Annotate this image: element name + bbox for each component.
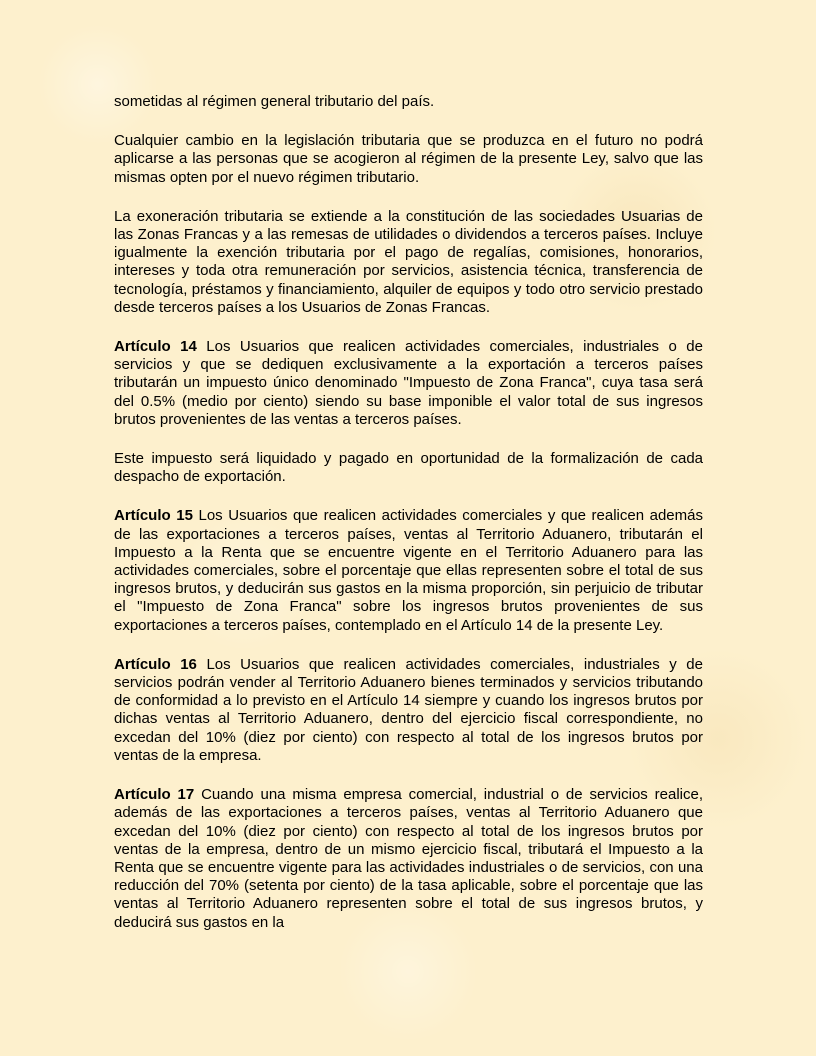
paragraph-text: Los Usuarios que realicen actividades comerciales, industriales o de servicios y que se dediquen exclusivamente a la exportación a terceros países tributarán un impuesto único denominado "Impuesto de Zona Franca", cuya tasa será del 0.5% (medio por ciento) siendo su base imponible el valor total de sus ingresos brutos provenientes de las ventas a terceros países. — [114, 338, 703, 428]
paragraph-regimen-general — [114, 93, 703, 111]
paragraph-text: Cuando una misma empresa comercial, industrial o de servicios realice, además de las exportaciones a terceros países, ventas al Territorio Aduanero que excedan del 10% (diez por ciento) con respecto al total de los ingresos brutos por ventas de la empresa, dentro de un mismo ejercicio fiscal, tributará el Impuesto a la Renta que se encuentre vigente para las actividades industriales o de servicios, con una reducción del 70% (setenta por ciento) de la tasa aplicable, sobre el porcentaje que las ventas al Territorio Aduanero representen sobre el total de sus ingresos brutos, y deducirá sus gastos en la — [114, 786, 703, 931]
paragraph-text: La exoneración tributaria se extiende a la constitución de las sociedades Usuarias de las Zonas Francas y a las remesas de utilidades o dividendos a terceros países. Incluye igualmente la exención tributaria por el pago de regalías, comisiones, honorarios, intereses y toda otra remuneración por servicios, asistencia técnica, transferencia de tecnología, préstamos y financiamiento, alquiler de equipos y todo otro servicio prestado desde terceros países a los Usuarios de Zonas Francas. — [114, 207, 703, 316]
paragraph-liquidacion — [114, 450, 703, 486]
paragraph-articulo-17 — [114, 786, 703, 932]
document-page — [114, 93, 703, 953]
paragraph-text: Este impuesto será liquidado y pagado en oportunidad de la formalización de cada despacho de exportación. — [114, 450, 703, 486]
article-label: Artículo 17 — [114, 786, 195, 804]
paragraph-text: Cualquier cambio en la legislación tributaria que se produzca en el futuro no podrá aplicarse a las personas que se acogieron al régimen de la presente Ley, salvo que las mismas opten por el nuevo régimen tributario. — [114, 132, 703, 186]
paragraph-exoneracion — [114, 208, 703, 317]
article-label: Artículo 16 — [114, 655, 197, 673]
article-label: Artículo 14 — [114, 338, 197, 356]
paragraph-text: Los Usuarios que realicen actividades comerciales y que realicen además de las exportaciones a terceros países, ventas al Territorio Aduanero, tributarán el Impuesto a la Renta que se encuentre vigente en el Territorio Aduanero para las actividades comerciales, sobre el porcentaje que ellas representen sobre el total de sus ingresos brutos, y deducirán sus gastos en la misma proporción, sin perjuicio de tributar el "Impuesto de Zona Franca" sobre los ingresos brutos provenientes de sus exportaciones a terceros países, contemplado en el Artículo 14 de la presente Ley. — [114, 507, 703, 634]
paragraph-articulo-14 — [114, 338, 703, 429]
paragraph-articulo-16 — [114, 656, 703, 765]
paragraph-text: Los Usuarios que realicen actividades comerciales, industriales y de servicios podrán vender al Territorio Aduanero bienes terminados y servicios tributando de conformidad a lo previsto en el Artículo 14 siempre y cuando los ingresos brutos por dichas ventas al Territorio Aduanero, dentro del ejercicio fiscal correspondiente, no excedan del 10% (diez por ciento) con respecto al total de los ingresos brutos por ventas de la empresa. — [114, 655, 703, 764]
paragraph-text: sometidas al régimen general tributario del país. — [114, 93, 435, 110]
paragraph-cambio-legislacion — [114, 132, 703, 187]
paragraph-articulo-15 — [114, 507, 703, 634]
article-label: Artículo 15 — [114, 507, 193, 525]
